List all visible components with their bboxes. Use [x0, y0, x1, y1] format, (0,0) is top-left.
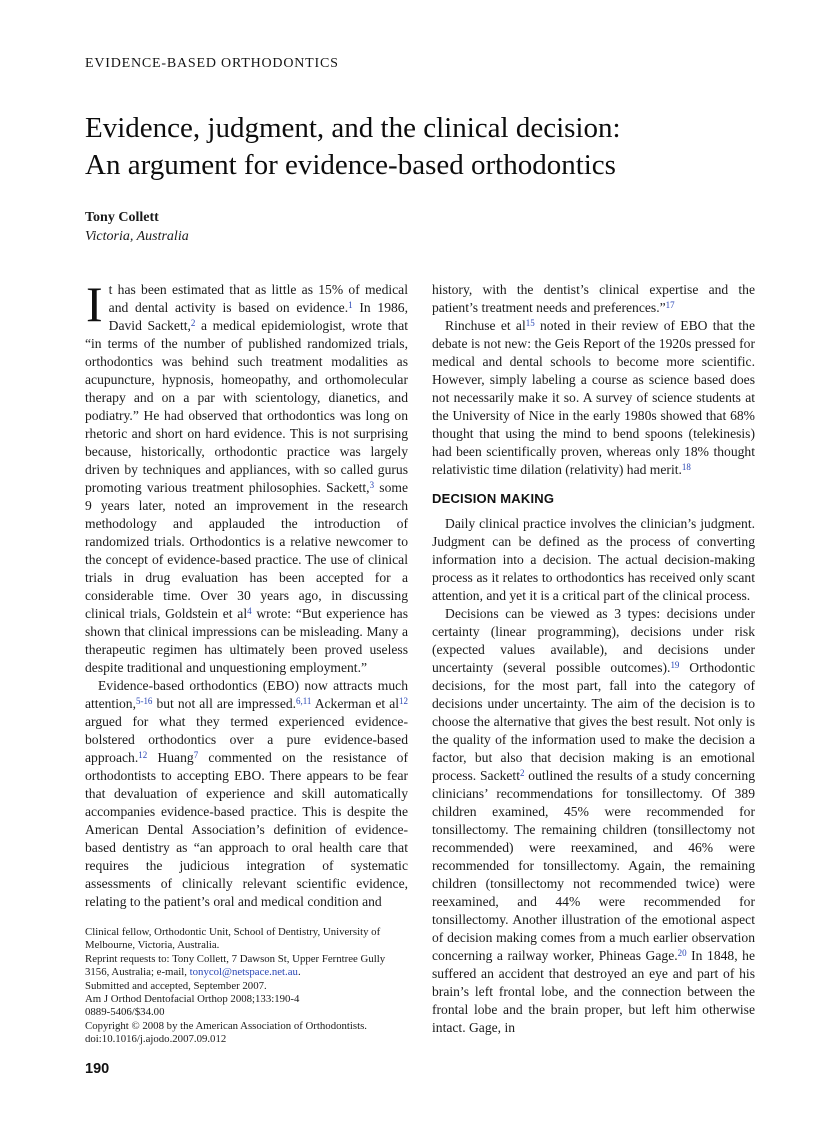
paragraph-intro: [85, 276, 409, 677]
citation-reference[interactable]: 12: [138, 749, 148, 760]
footnote-line: 0889-5406/$34.00: [85, 1006, 165, 1019]
footnote-line: Reprint requests to: Tony Collett, 7 Dawson St, Upper Ferntree Gully 3156, Australia; e-mail, tonycol@netspace.net.au.: [85, 952, 386, 979]
section-heading-decision-making: DECISION MAKING: [432, 491, 555, 506]
footnote-line: Submitted and accepted, September 2007.: [85, 979, 267, 992]
citation-reference[interactable]: 15: [525, 317, 535, 328]
author-name: Tony Collett: [85, 210, 159, 225]
footnote-line: Am J Orthod Dentofacial Orthop 2008;133:190-4: [85, 993, 300, 1006]
footnote-block: [85, 926, 408, 1047]
paragraph-intro-text: t has been estimated that as little as 15% of medical and dental activity is based on evidence.$^1$ In 1986, David Sackett,$^2$ a medical epidemiologist, wrote that “in terms of the number of published randomized trials, orthodontics was behind such treatment modalities as acupuncture, hypnosis, homeopathy, and orthomolecular therapy and on a par with scientology, dianetics, and podiatry.” He had observed that orthodontics was long on rhetoric and short on hard evidence. This is not surprising because, historically, orthodontic practice was largely driven by techniques and appliances, with so called gurus promoting various treatment philosophies. Sackett,$^3$ some 9 years later, noted an improvement in the research methodology and applauded the introduction of randomized trials. Orthodontics is a relative newcomer to the concept of evidence-based practice. The use of clinical trials in drug evaluation has been accepted for a considerable time. Over 30 years ago, in discussing clinical trials, Goldstein et $al^4$ wrote: “But experience has shown that clinical impressions can be misleading. Many a therapeutic regimen has ultimately been proved useless despite traditional and unquestioning employment.”: [85, 282, 409, 675]
citation-reference[interactable]: 6,11: [296, 695, 312, 706]
paragraph-rinchuse: Rinchuse et $al^{15}$ noted in their review of EBO that the debate is not new: the Geis Report of the 1920s pressed for medical and dental schools to become more scientific. However, simply labeling a course as science based does not necessarily make it so. A survey of science students at the University of Nice in the early 1980s showed that 68% thought that using the mind to bend spoons (telekinesis) had been scientifically proven, whereas only 18% thought relativistic time dilation (relativity) had merit.$^{18}$: [432, 317, 755, 477]
title-line-2: An argument for evidence-based orthodontics: [85, 149, 616, 181]
footnote-line: doi:10.1016/j.ajodo.2007.09.012: [85, 1033, 227, 1046]
citation-reference[interactable]: 4: [247, 605, 252, 616]
citation-reference[interactable]: 5-16: [135, 695, 153, 706]
citation-reference[interactable]: 7: [193, 749, 199, 760]
citation-reference[interactable]: 17: [665, 299, 675, 310]
title-line-1: Evidence, judgment, and the clinical decision:: [85, 112, 621, 144]
citation-reference[interactable]: 3: [369, 479, 375, 490]
email-link[interactable]: tonycol@netspace.net.au: [189, 966, 298, 979]
citation-reference[interactable]: 18: [681, 461, 691, 472]
author-affiliation: Victoria, Australia: [85, 229, 189, 244]
footnote-line: Copyright © 2008 by the American Association of Orthodontists.: [85, 1019, 367, 1032]
paragraph-continuation: history, with the dentist’s clinical expertise and the patient’s treatment needs and preferences.”$^{17}$: [432, 282, 755, 315]
citation-reference[interactable]: 19: [670, 659, 680, 670]
running-head: EVIDENCE-BASED ORTHODONTICS: [85, 56, 339, 71]
left-column: [85, 276, 409, 1078]
paragraph-decision-types: Decisions can be viewed as 3 types: decisions under certainty (linear programming), decisions under risk (expected values available), and decisions under uncertainty (several possible outcomes).$^{19}$ Orthodontic decisions, for the most part, fall into the category of decisions under uncertainty. The aim of the decision is to choose the alternative that gives the best result. Not only is the quality of the information used to make the decision a factor, but also that decision making is an emotional process. Sackett$^2$ outlined the results of a study concerning clinicians’ recommendations for tonsillectomy. Of 389 children examined, 45% were recommended for tonsillectomy. The remaining children (tonsillectomy not recommended) were reexamined, and 46% were recommended for tonsillectomy. Again, the remaining children (tonsillectomy not recommended twice) were reexamined, and 44% were recommended for tonsillectomy. Another illustration of the emotional aspect of decision making comes from a much earlier observation concerning a railway worker, Phineas Gage.$^{20}$ In 1848, he suffered an accident that destroyed an eye and part of his brain’s left frontal lobe, and the connection between the frontal lobe and the brain proper, but left him otherwise intact. Gage, in: [432, 606, 755, 1035]
paragraph-ebo-attention: Evidence-based orthodontics (EBO) now attracts much attention,$^{5-16}$ but not all are impressed.$^{6,11}$ Ackerman et $al^{12}$ argued for what they termed experienced evidence-bolstered orthodontics over a pure evidence-based approach.$^{12}$ Huang$^7$ commented on the resistance of orthodontists to accepting EBO. There appears to be fear that devaluation of experience and skill automatically accompanies evidence-based practice. This is despite the American Dental Association’s definition of evidence-based dentistry as “an approach to oral health care that requires the judicious integration of systematic assessments of clinically relevant scientific evidence, relating to the patient’s oral and medical condition and: [85, 678, 408, 909]
drop-cap: I: [86, 276, 103, 332]
footnote-line: Clinical fellow, Orthodontic Unit, School of Dentistry, University of Melbourne, Victoria, Australia.: [85, 926, 381, 952]
article-title: [85, 110, 735, 184]
paragraph-judgment: Daily clinical practice involves the clinician’s judgment. Judgment can be defined as the process of converting information into a decision. The actual decision-making process as it relates to orthodontics has received only scant attention, and yet it is a critical part of the clinical process.: [432, 516, 755, 603]
citation-reference[interactable]: 1: [348, 299, 353, 310]
right-column: [432, 281, 755, 1078]
citation-reference[interactable]: 12: [399, 695, 408, 706]
citation-reference[interactable]: 2: [190, 317, 196, 328]
citation-reference[interactable]: 20: [677, 947, 687, 958]
citation-reference[interactable]: 2: [520, 767, 525, 778]
two-column-body: [85, 276, 755, 1078]
page-number: 190: [85, 1060, 110, 1077]
